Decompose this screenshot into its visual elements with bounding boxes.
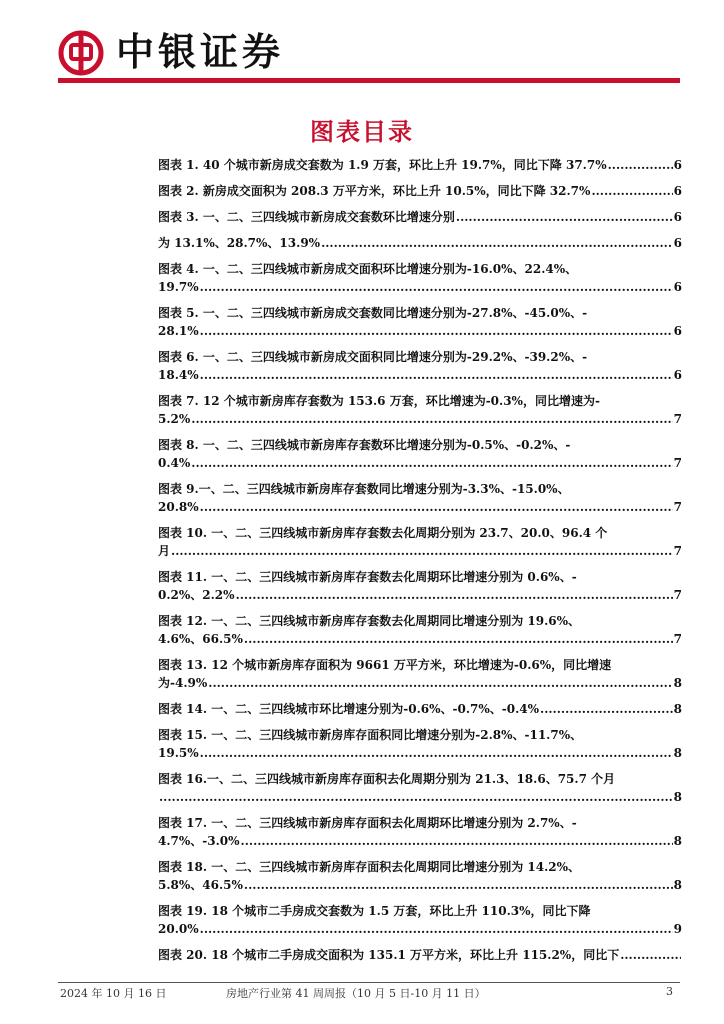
toc-leader-dots [200, 498, 673, 516]
toc-entry-text: 图表 17. 一、二、三四线城市新房库存面积去化周期环比增速分别为 2.7%、- [158, 816, 577, 830]
toc-page-number: 8 [673, 702, 682, 716]
toc-entry-text: 图表 8. 一、二、三四线城市新房库存套数环比增速分别为-0.5%、-0.2%、- [158, 438, 571, 452]
toc-entry[interactable] [158, 234, 682, 252]
toc-leader-dots [456, 208, 673, 226]
toc-entry-text: 19.5% [158, 746, 199, 760]
toc-entry[interactable] [158, 902, 682, 938]
toc-entry-text: 为 13.1%、28.7%、13.9% [158, 236, 321, 250]
toc-leader-dots [200, 322, 673, 340]
toc-entry-text: 图表 15. 一、二、三四线城市新房库存面积同比增速分别为-2.8%、-11.7%、 [158, 728, 583, 742]
toc-leader-dots [200, 920, 673, 938]
toc-entry[interactable] [158, 946, 682, 964]
toc-entry[interactable] [158, 814, 682, 850]
toc-entry[interactable] [158, 156, 682, 174]
toc-entry-text: 0.4% [158, 456, 191, 470]
toc-entry-text: 5.2% [158, 412, 191, 426]
brand-name: 中银证券 [116, 29, 285, 74]
toc-entry-text: 4.7%、-3.0% [158, 834, 240, 848]
toc-entry[interactable] [158, 524, 682, 560]
toc-page-number: 8 [673, 790, 682, 804]
toc-page-number: 6 [673, 236, 682, 250]
toc-title: 图表目录 [310, 117, 414, 146]
footer-date: 2024 年 10 月 16 日 [60, 987, 167, 1000]
toc-leader-dots [191, 454, 672, 472]
toc-entry-text: 月 [158, 544, 171, 558]
toc-entry-text: 28.1% [158, 324, 199, 338]
toc-entry[interactable] [158, 304, 682, 340]
toc-entry[interactable] [158, 260, 682, 296]
toc-entry[interactable] [158, 612, 682, 648]
toc-page-number: 7 [673, 588, 682, 602]
toc-entry[interactable] [158, 436, 682, 472]
toc-entry-text: 图表 19. 18 个城市二手房成交套数为 1.5 万套，环比上升 110.3%，同比下降 [158, 904, 591, 918]
toc-leader-dots [608, 156, 673, 174]
toc-entry[interactable] [158, 656, 682, 692]
toc-page-number: 6 [673, 184, 682, 198]
toc-leader-dots [159, 788, 673, 806]
toc-leader-dots [591, 182, 672, 200]
toc-leader-dots [540, 700, 673, 718]
toc-entry-text: 图表 6. 一、二、三四线城市新房成交面积同比增速分别为-29.2%、-39.2%、- [158, 350, 588, 364]
toc-page-number: 7 [673, 632, 682, 646]
toc-page-number: 8 [673, 676, 682, 690]
toc-entry-text: 为-4.9% [158, 676, 208, 690]
toc-leader-dots [200, 744, 673, 762]
toc-entry-text: 图表 16.一、二、三四线城市新房库存面积去化周期分别为 21.3、18.6、75.7 个月 [158, 772, 616, 786]
toc-leader-dots [244, 630, 673, 648]
toc-leader-dots [241, 832, 673, 850]
footer-page-number: 3 [666, 985, 673, 998]
toc-entry[interactable] [158, 568, 682, 604]
toc-entry-text: 图表 2. 新房成交面积为 208.3 万平方米，环比上升 10.5%，同比下降 32.7% [158, 184, 591, 198]
toc-page-number: 7 [673, 456, 682, 470]
toc-list [158, 156, 682, 972]
toc-entry-text: 图表 4. 一、二、三四线城市新房成交面积环比增速分别为-16.0%、22.4%、 [158, 262, 578, 276]
toc-page-number: 8 [673, 746, 682, 760]
toc-entry-text: 图表 5. 一、二、三四线城市新房成交套数同比增速分别为-27.8%、-45.0%、- [158, 306, 588, 320]
toc-leader-dots [244, 876, 673, 894]
toc-leader-dots [200, 278, 673, 296]
header-divider [58, 78, 680, 83]
bank-of-china-logo-icon [58, 30, 104, 76]
toc-entry-text: 4.6%、66.5% [158, 632, 243, 646]
toc-entry[interactable] [158, 480, 682, 516]
toc-page-number: 8 [673, 878, 682, 892]
toc-entry-text: 5.8%、46.5% [158, 878, 243, 892]
toc-entry-text: 图表 10. 一、二、三四线城市新房库存套数去化周期分别为 23.7、20.0、96.4 个 [158, 526, 608, 540]
toc-entry[interactable] [158, 208, 682, 226]
toc-entry-text: 图表 13. 12 个城市新房库存面积为 9661 万平方米，环比增速为-0.6%，同比增速 [158, 658, 612, 672]
toc-leader-dots [191, 410, 672, 428]
toc-page-number: 7 [673, 412, 682, 426]
toc-entry-text: 20.8% [158, 500, 199, 514]
toc-page-number: 6 [673, 368, 682, 382]
toc-entry-text: 19.7% [158, 280, 199, 294]
toc-entry-text: 图表 3. 一、二、三四线城市新房成交套数环比增速分别 [158, 210, 455, 224]
toc-leader-dots [171, 542, 673, 560]
toc-entry[interactable] [158, 348, 682, 384]
toc-page-number: 6 [673, 158, 682, 172]
toc-leader-dots [620, 946, 681, 964]
toc-entry[interactable] [158, 726, 682, 762]
toc-entry-text: 图表 18. 一、二、三四线城市新房库存面积去化周期同比增速分别为 14.2%、 [158, 860, 581, 874]
toc-entry[interactable] [158, 392, 682, 428]
toc-page-number: 6 [673, 210, 682, 224]
toc-page-number: 9 [673, 922, 682, 936]
toc-leader-dots [200, 366, 673, 384]
toc-entry-text: 图表 11. 一、二、三四线城市新房库存套数去化周期环比增速分别为 0.6%、- [158, 570, 577, 584]
toc-entry[interactable] [158, 700, 682, 718]
toc-entry-text: 18.4% [158, 368, 199, 382]
toc-entry-text: 图表 12. 一、二、三四线城市新房库存套数去化周期同比增速分别为 19.6%、 [158, 614, 581, 628]
toc-page-number: 8 [673, 834, 682, 848]
toc-entry-text: 20.0% [158, 922, 199, 936]
toc-entry-text: 图表 1. 40 个城市新房成交套数为 1.9 万套，环比上升 19.7%，同比下降 37.7% [158, 158, 607, 172]
toc-entry-text: 图表 14. 一、二、三四线城市环比增速分别为-0.6%、-0.7%、-0.4% [158, 702, 540, 716]
toc-entry-text: 图表 9.一、二、三四线城市新房库存套数同比增速分别为-3.3%、-15.0%、 [158, 482, 570, 496]
toc-entry-text: 0.2%、2.2% [158, 588, 235, 602]
footer-divider [58, 982, 680, 983]
toc-leader-dots [321, 234, 673, 252]
toc-leader-dots [208, 674, 672, 692]
toc-leader-dots [236, 586, 673, 604]
toc-entry-text: 图表 20. 18 个城市二手房成交面积为 135.1 万平方米，环比上升 115.2%，同比下 [158, 948, 620, 962]
toc-entry[interactable] [158, 770, 682, 806]
toc-page-number: 7 [673, 544, 682, 558]
toc-entry[interactable] [158, 182, 682, 200]
toc-page-number: 7 [673, 500, 682, 514]
toc-entry-text: 图表 7. 12 个城市新房库存套数为 153.6 万套，环比增速为-0.3%，同比增速为- [158, 394, 600, 408]
toc-page-number: 6 [673, 324, 682, 338]
page-header [0, 0, 724, 90]
footer-report-title: 房地产行业第 41 周周报（10 月 5 日-10 月 11 日） [226, 987, 486, 1000]
toc-entry[interactable] [158, 858, 682, 894]
toc-page-number: 6 [673, 280, 682, 294]
